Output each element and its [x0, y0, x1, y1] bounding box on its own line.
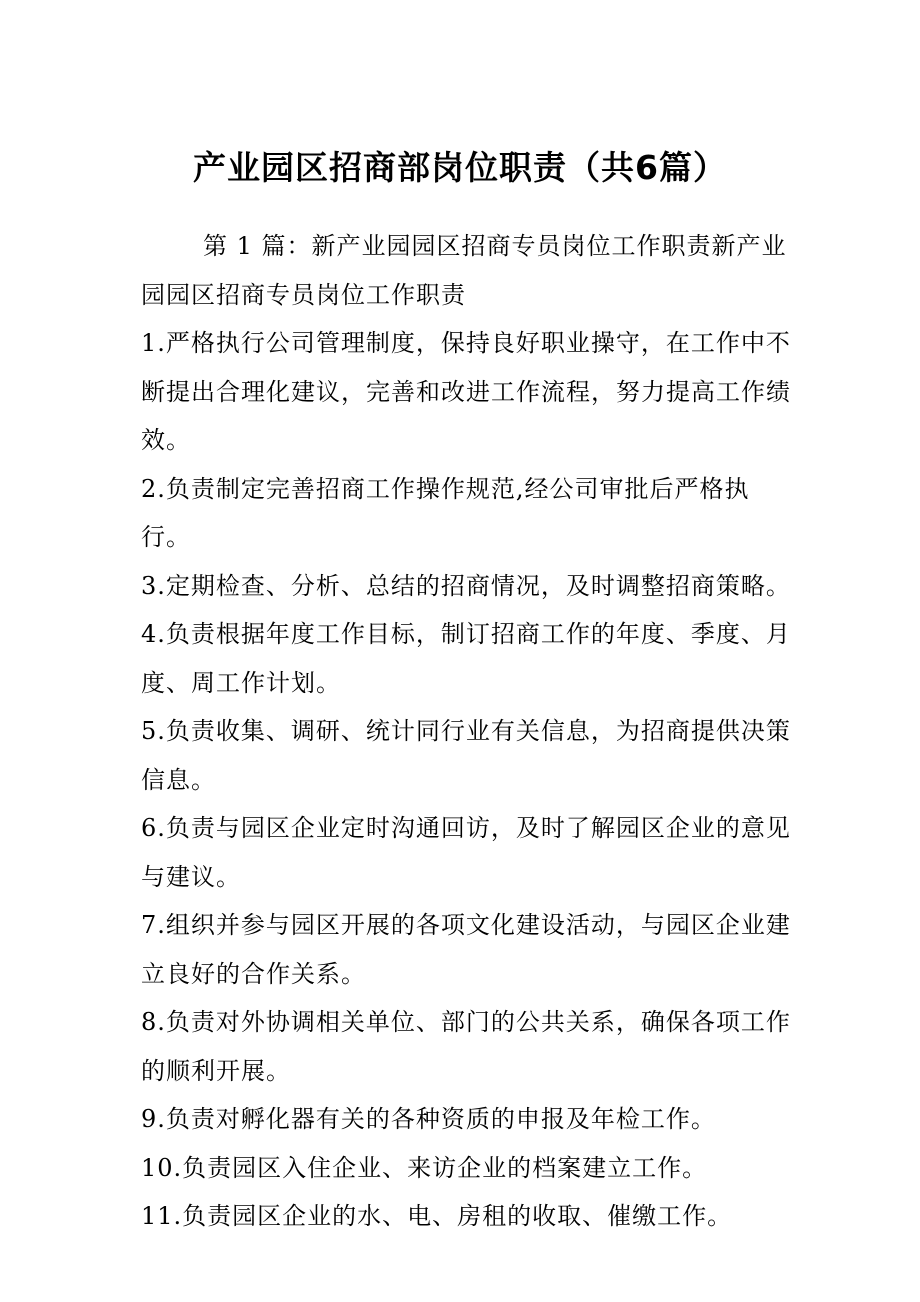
- list-item: 11.负责园区企业的水、电、房租的收取、催缴工作。: [141, 1202, 733, 1230]
- list-item: 7.组织并参与园区开展的各项文化建设活动，与园区企业建立良好的合作关系。: [141, 911, 791, 988]
- list-item: 5.负责收集、调研、统计同行业有关信息，为招商提供决策信息。: [141, 717, 791, 794]
- intro-paragraph: 第 1 篇：新产业园园区招商专员岗位工作职责新产业园园区招商专员岗位工作职责: [141, 232, 787, 309]
- list-item: 10.负责园区入住企业、来访企业的档案建立工作。: [141, 1153, 708, 1182]
- list-item: 4.负责根据年度工作目标，制订招商工作的年度、季度、月度、周工作计划。: [141, 620, 791, 697]
- list-item: 2.负责制定完善招商工作操作规范,经公司审批后严格执行。: [141, 474, 750, 551]
- list-item: 3.定期检查、分析、总结的招商情况，及时调整招商策略。: [141, 571, 791, 600]
- list-item: 1.严格执行公司管理制度，保持良好职业操守，在工作中不断提出合理化建议，完善和改进工作流程，努力提高工作绩效。: [141, 329, 791, 454]
- list-item: 6.负责与园区企业定时沟通回访，及时了解园区企业的意见与建议。: [141, 814, 791, 891]
- document-title: 产业园区招商部岗位职责（共6篇）: [193, 148, 727, 187]
- list-item: 9.负责对孵化器有关的各种资质的申报及年检工作。: [141, 1105, 716, 1133]
- document-body: [141, 222, 791, 1241]
- list-item: 8.负责对外协调相关单位、部门的公共关系，确保各项工作的顺利开展。: [141, 1008, 791, 1085]
